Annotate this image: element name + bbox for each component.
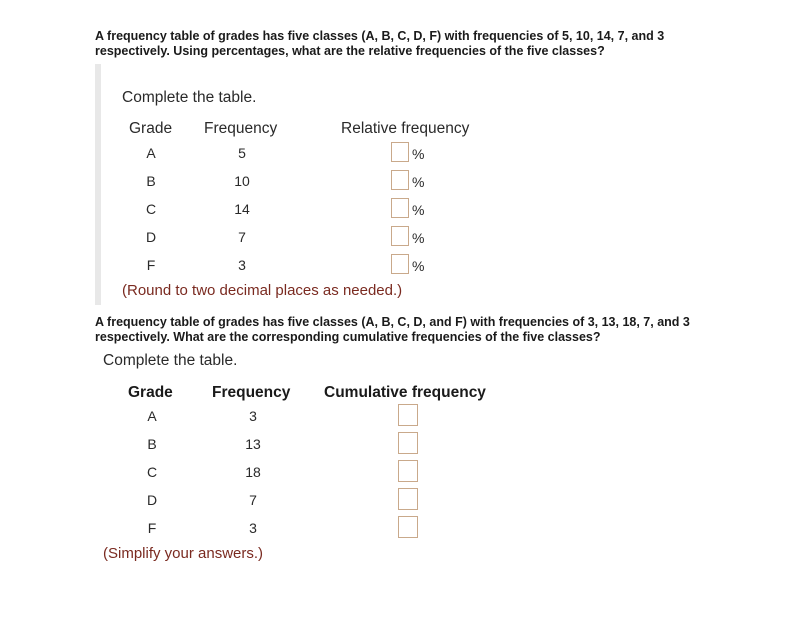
q2-cumulative-input-c[interactable] [398,460,418,482]
q1-relative-input-b[interactable] [391,170,409,190]
question-1-instruction: Complete the table. [122,89,257,106]
q2-grade-f: F [147,520,157,536]
q1-percent-b: % [412,174,425,190]
q2-cumulative-input-b[interactable] [398,432,418,454]
question-2-text: A frequency table of grades has five classes (A, B, C, D, and F) with frequencies of 3, 13, 18, 7, and 3 respectively. What are the corresponding cumulative frequencies of the five classes? [95,315,690,344]
q1-relative-input-f[interactable] [391,254,409,274]
q1-grade-a: A [146,145,156,161]
q1-grade-d: D [145,229,157,245]
q2-cumulative-input-f[interactable] [398,516,418,538]
q1-percent-d: % [412,230,425,246]
q2-cumulative-input-a[interactable] [398,404,418,426]
q2-header-frequency: Frequency [212,384,291,401]
q2-grade-d: D [146,492,158,508]
question-1-text: A frequency table of grades has five classes (A, B, C, D, F) with frequencies of 5, 10, 14, 7, and 3 respectively. Using percentages, what are the relative frequencies of the five classes? [95,29,665,58]
q1-grade-c: C [145,201,157,217]
q1-header-frequency: Frequency [204,120,278,137]
q2-header-grade: Grade [128,384,173,401]
q1-relative-input-d[interactable] [391,226,409,246]
q2-header-cumulative: Cumulative frequency [324,384,486,401]
q2-frequency-b: 13 [245,436,261,452]
q1-relative-input-a[interactable] [391,142,409,162]
q2-grade-a: A [147,408,157,424]
q1-grade-f: F [146,257,156,273]
question-2-instruction: Complete the table. [103,352,238,369]
q1-percent-f: % [412,258,425,274]
q2-grade-b: B [147,436,157,452]
q1-frequency-d: 7 [238,229,246,245]
q1-grade-b: B [146,173,156,189]
q2-simplify-note: (Simplify your answers.) [103,545,264,562]
q1-header-grade: Grade [129,120,173,137]
q1-relative-input-c[interactable] [391,198,409,218]
q2-frequency-f: 3 [249,520,257,536]
q1-rounding-note: (Round to two decimal places as needed.) [122,282,403,299]
q2-frequency-d: 7 [249,492,257,508]
q1-header-relative: Relative frequency [341,120,470,137]
q2-cumulative-input-d[interactable] [398,488,418,510]
q2-frequency-a: 3 [249,408,257,424]
question-1-panel-bar [95,64,101,305]
q1-frequency-b: 10 [234,173,250,189]
q2-frequency-c: 18 [245,464,261,480]
q1-frequency-a: 5 [238,145,246,161]
q2-grade-c: C [146,464,158,480]
q1-percent-a: % [412,146,425,162]
q1-frequency-f: 3 [238,257,246,273]
q1-frequency-c: 14 [234,201,250,217]
q1-percent-c: % [412,202,425,218]
